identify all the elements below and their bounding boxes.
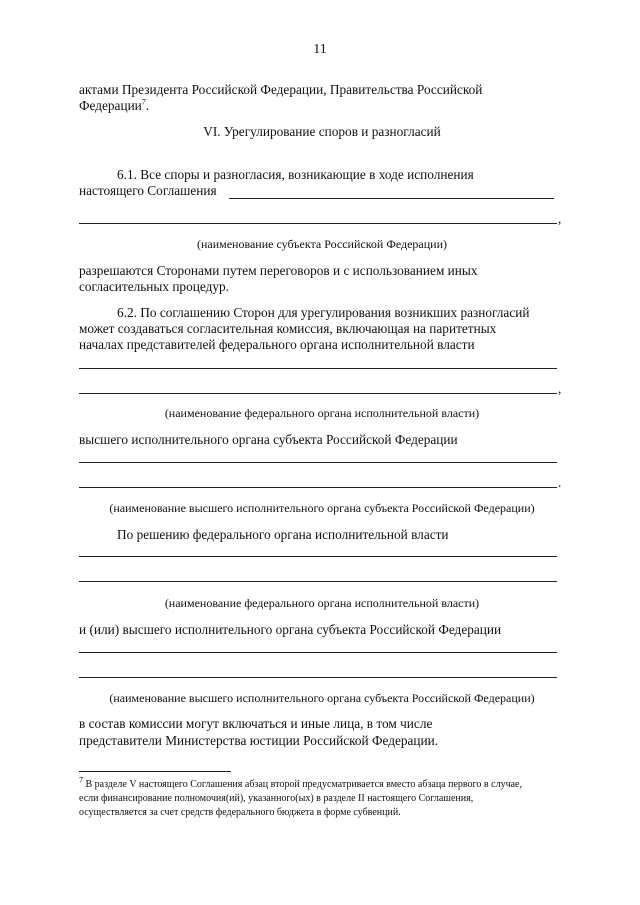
footnote-mark: 7	[79, 775, 83, 785]
fill-in-line	[79, 393, 557, 394]
page-number: 11	[313, 42, 327, 57]
closing-line-2: представители Министерства юстиции Российской Федерации.	[79, 733, 439, 748]
fill-in-line	[79, 652, 557, 653]
paragraph-6-1-line-1: 6.1. Все споры и разногласия, возникающие в ходе исполнения	[117, 167, 474, 182]
fill-in-line	[79, 368, 557, 369]
fill-in-line	[79, 487, 557, 488]
caption-higher-authority: (наименование высшего исполнительного органа субъекта Российской Федерации)	[109, 501, 535, 515]
fill-in-line	[79, 462, 557, 463]
caption-federal-authority: (наименование федерального органа исполнительной власти)	[164, 596, 480, 610]
intro-line-2	[79, 98, 149, 114]
decision-line: По решению федерального органа исполнительной власти	[117, 527, 449, 542]
fill-in-line	[79, 556, 557, 557]
paragraph-6-1-line-2: настоящего Соглашения	[79, 183, 217, 198]
section-title: VI. Урегулирование споров и разногласий	[203, 124, 441, 139]
closing-line-1: в состав комиссии могут включаться и иные лица, в том числе	[79, 716, 433, 731]
paragraph-6-2-line-3: началах представителей федерального органа исполнительной власти	[79, 337, 475, 352]
fill-in-line	[79, 223, 557, 224]
comma-mark: ,	[558, 381, 562, 396]
higher-authority-line-2: и (или) высшего исполнительного органа субъекта Российской Федерации	[79, 622, 502, 637]
paragraph-6-2-line-2: может создаваться согласительная комиссия, включающая на паритетных	[79, 321, 497, 336]
paragraph-6-2-line-1: 6.2. По соглашению Сторон для урегулирования возникших разногласий	[117, 305, 530, 320]
footnote-text: В разделе V настоящего Соглашения абзац второй предусматривается вместо абзаца первого в случае,	[83, 779, 522, 790]
period-mark: .	[558, 475, 562, 490]
intro-period: .	[145, 98, 150, 113]
footnote-line-1	[79, 775, 565, 791]
footnote-line-2: если финансирование полномочия(ий), указанного(ых) в разделе II настоящего Соглашения,	[79, 793, 474, 804]
caption-federal-authority: (наименование федерального органа исполнительной власти)	[164, 406, 480, 420]
caption-higher-authority: (наименование высшего исполнительного органа субъекта Российской Федерации)	[109, 691, 535, 705]
comma-mark: ,	[558, 211, 562, 226]
higher-authority-line: высшего исполнительного органа субъекта Российской Федерации	[79, 432, 458, 447]
fill-in-line	[79, 677, 557, 678]
fill-in-line	[229, 198, 554, 199]
footnote-line-3: осуществляется за счет средств федерального бюджета в форме субвенций.	[79, 807, 401, 818]
intro-line-1: актами Президента Российской Федерации, Правительства Российской	[79, 82, 483, 97]
fill-in-line	[79, 581, 557, 582]
paragraph-6-1-cont-line-2: согласительных процедур.	[79, 279, 229, 294]
paragraph-6-1-cont-line-1: разрешаются Сторонами путем переговоров и с использованием иных	[79, 263, 478, 278]
intro-text: Федерации	[79, 98, 142, 113]
footnote-separator	[79, 771, 231, 772]
footnote-reference: 7	[141, 97, 146, 107]
caption-subject: (наименование субъекта Российской Федерации)	[196, 237, 448, 251]
